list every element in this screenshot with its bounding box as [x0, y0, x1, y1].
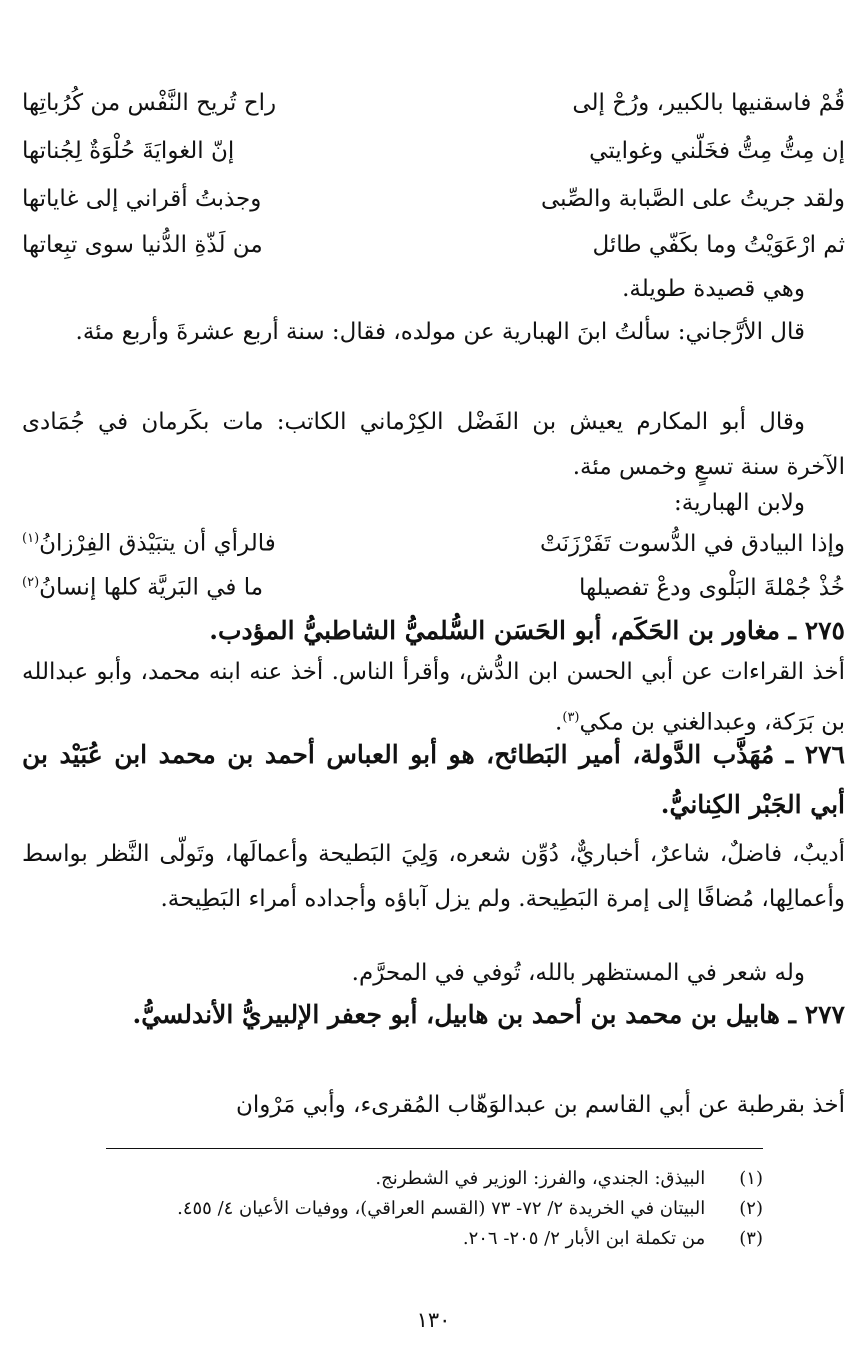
paragraph-text: أخذ القراءات عن أبي الحسن ابن الدُّش، وأقرأ الناس. أخذ عنه ابنه محمد، وأبو عبدالله بن بَرَكة، وعبدالغني بن مكي [22, 659, 845, 736]
page-number: ١٣٠ [416, 1308, 451, 1332]
verse-second-hemistich: من لَذّةِ الدُّنيا سوى تبِعاتها [22, 232, 263, 258]
paragraph-abu-al-makarim: وقال أبو المكارم يعيش بن الفَضْل الكِرْماني الكاتب: مات بكَرمان في جُمَادى الآخرة سنة تسعٍ وخمس مئة. [22, 409, 845, 480]
verse-line [22, 92, 845, 115]
verse-line [22, 234, 845, 257]
verse-text: وإذا البيادق في الدُّسوت تَفَرْزَنَتْ [539, 530, 845, 557]
paragraph-end: . [555, 709, 563, 736]
paragraph-entry-276: أديبٌ، فاضلٌ، شاعرٌ، أخباريٌّ، دُوِّن شعره، وَلِيَ البَطيحة وأعمالَها، وتَولّى النَّظر بواسط وأعمالِها، مُضافًا إلى إمرة البَطِيحة. ولم يزل آباؤه وأجداده أمراء البَطِيحة. [22, 841, 845, 912]
footnote-number: (٣) [739, 1228, 763, 1249]
verse-second-hemistich: إنّ الغوايَةَ حُلْوَةٌ لِجُناتها [22, 138, 235, 164]
footnote-separator [106, 1148, 763, 1149]
verse-first-hemistich: قُمْ فاسقنيها بالكبير، ورُحْ إلى [572, 90, 845, 116]
footnote-text: البيذق: الجندي، والفرز: الوزير في الشطرنج. [375, 1168, 706, 1189]
verse-line [22, 576, 845, 600]
paragraph-entry-277: أخذ بقرطبة عن أبي القاسم بن عبدالوَهّاب المُقرىء، وأبي مَرْوان [235, 1092, 845, 1118]
footnote [40, 1200, 763, 1218]
paragraph-verse-intro: ولابن الهبارية: [674, 490, 805, 516]
verse-line [22, 188, 845, 211]
verse-text: ما في البَريَّة كلها إنسانُ [39, 574, 264, 601]
verse-second-hemistich [22, 576, 263, 600]
footnote-number: (١) [739, 1168, 763, 1189]
verse-first-hemistich: إن مِتُّ مِتُّ فخَلّني وغوايتي [589, 138, 845, 164]
footnote-number: (٢) [739, 1198, 763, 1219]
footnote-marker: (٢) [22, 575, 40, 590]
entry-heading-276: ٢٧٦ ـ مُهَذَّب الدَّولة، أمير البَطائح، هو أبو العباس أحمد بن محمد ابن عُبَيْد بن أبي الجَبْر الكِنانيُّ. [22, 740, 845, 819]
verse-second-hemistich: راح تُريح النَّفْس من كُرُباتِها [22, 90, 277, 116]
verse-text: فالرأي أن يتبَيْذق الفِرْزانُ [39, 530, 276, 557]
verse-second-hemistich: وجذبتُ أقراني إلى غاياتها [22, 186, 262, 212]
verse-first-hemistich: ولقد جريتُ على الصَّبابة والصِّبى [540, 186, 845, 212]
footnote-text: من تكملة ابن الأبار ٢/ ٢٠٥- ٢٠٦. [462, 1228, 706, 1249]
footnote [40, 1230, 763, 1248]
verse-line [22, 140, 845, 163]
footnote-marker: (١) [22, 531, 40, 546]
verse-text: خُذْ جُمْلةَ البَلْوى ودعْ تفصيلها [578, 574, 845, 601]
entry-heading-277: ٢٧٧ ـ هابيل بن محمد بن أحمد بن هابيل، أبو جعفر الإلبيريُّ الأندلسيُّ. [132, 1000, 845, 1029]
paragraph-qasida: وهي قصيدة طويلة. [622, 276, 805, 302]
verse-second-hemistich [22, 532, 276, 556]
footnote-text: البيتان في الخريدة ٢/ ٧٢- ٧٣ (القسم العراقي)، ووفيات الأعيان ٤/ ٤٥٥. [177, 1198, 706, 1219]
paragraph-arjani: قال الأرَّجاني: سألتُ ابنَ الهبارية عن مولده، فقال: سنة أربع عشرةَ وأربع مئة. [75, 319, 805, 345]
footnote-marker: (٣) [562, 710, 580, 725]
verse-line [22, 532, 845, 556]
verse-first-hemistich [539, 530, 845, 557]
entry-heading-275: ٢٧٥ ـ مغاور بن الحَكَم، أبو الحَسَن السُّلميُّ الشاطبيُّ المؤدب. [209, 616, 845, 645]
verse-first-hemistich: ثم ارْعَوَيْتُ وما بكَفّي طائل [592, 232, 845, 258]
paragraph-entry-276-death: وله شعر في المستظهر بالله، تُوفي في المحرَّم. [351, 960, 805, 986]
footnote [40, 1170, 763, 1188]
verse-first-hemistich [578, 574, 845, 601]
